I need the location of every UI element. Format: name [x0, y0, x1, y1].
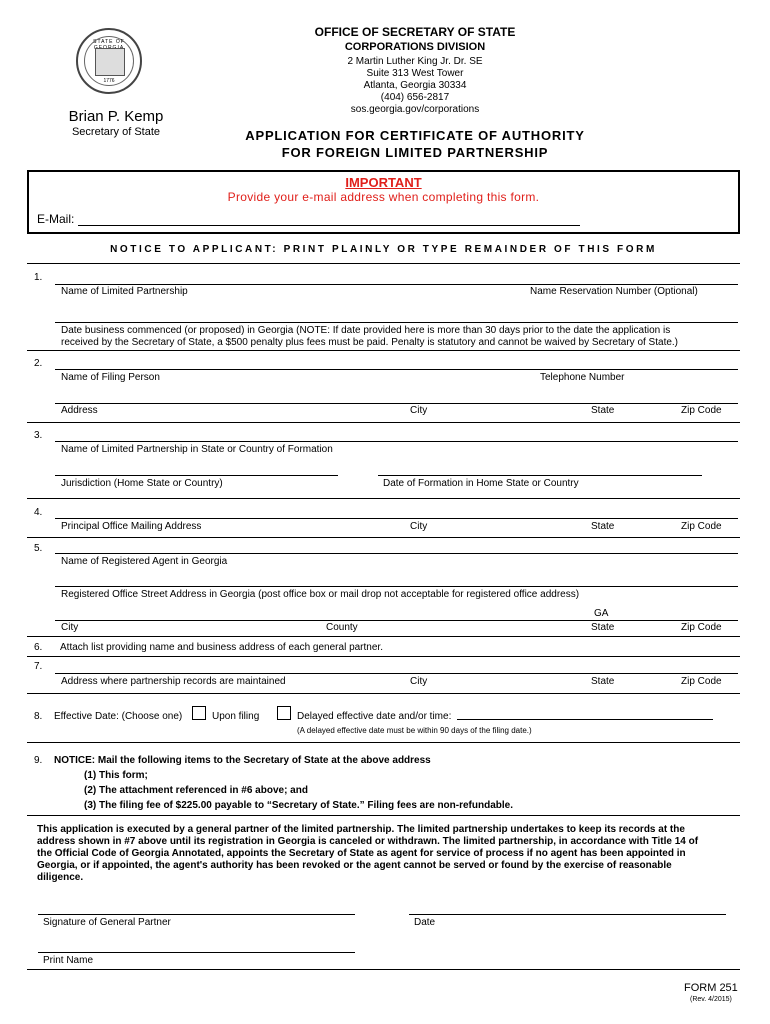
- principal-office-input[interactable]: [55, 518, 738, 519]
- date-commenced-note-1: Date business commenced (or proposed) in Georgia (NOTE: If date provided here is more than 30 days prior to the date the application is: [61, 325, 671, 336]
- address-line-2: Suite 313 West Tower: [366, 68, 464, 79]
- jurisdiction-input[interactable]: [55, 475, 338, 476]
- divider: [27, 537, 740, 538]
- section-3-number: 3.: [34, 430, 43, 441]
- website-link[interactable]: sos.georgia.gov/corporations: [350, 104, 480, 115]
- delayed-date-input[interactable]: [457, 719, 713, 720]
- mail-item-2: (2) The attachment referenced in #6 above; and: [84, 785, 308, 796]
- section-1-number: 1.: [34, 272, 43, 283]
- upon-filing-label: Upon filing: [212, 711, 260, 722]
- form-title-line-1: APPLICATION FOR CERTIFICATE OF AUTHORITY: [245, 128, 585, 143]
- revision-date: (Rev. 4/2015): [690, 996, 732, 1003]
- date-commenced-input[interactable]: [55, 322, 738, 323]
- registered-zip-label: Zip Code: [681, 622, 722, 633]
- section-6-number: 6.: [34, 642, 43, 653]
- notice-to-applicant: NOTICE TO APPLICANT: PRINT PLAINLY OR TYPE REMAINDER OF THIS FORM: [110, 244, 657, 255]
- principal-zip-label: Zip Code: [681, 521, 722, 532]
- execution-text-line-1: This application is executed by a general partner of the limited partnership. The limited partnership undertakes to keep its records at the: [37, 824, 685, 835]
- divider: [27, 498, 740, 499]
- form-title-line-2: FOR FOREIGN LIMITED PARTNERSHIP: [281, 145, 549, 160]
- divider: [27, 815, 740, 816]
- registered-county-label: County: [326, 622, 358, 633]
- registered-agent-input[interactable]: [55, 553, 738, 554]
- address-line-1: 2 Martin Luther King Jr. Dr. SE: [347, 56, 483, 67]
- effective-date-label: Effective Date: (Choose one): [54, 711, 183, 722]
- filing-person-input[interactable]: [55, 369, 738, 370]
- seal-year: 1776: [103, 78, 115, 84]
- state-seal-image: [76, 28, 142, 94]
- mail-item-3: (3) The filing fee of $225.00 payable to “Secretary of State.” Filing fees are non-refundable.: [84, 800, 513, 811]
- delayed-date-checkbox[interactable]: [277, 706, 291, 720]
- delayed-date-note: (A delayed effective date must be within 90 days of the filing date.): [297, 726, 532, 735]
- formation-date-input[interactable]: [378, 475, 702, 476]
- principal-office-label: Principal Office Mailing Address: [61, 521, 202, 532]
- section-9-number: 9.: [34, 755, 43, 766]
- filing-person-label: Name of Filing Person: [61, 372, 160, 383]
- section-8-number: 8.: [34, 711, 43, 722]
- registered-state-label: State: [591, 622, 615, 633]
- office-heading: OFFICE OF SECRETARY OF STATE: [314, 25, 516, 39]
- official-title: Secretary of State: [71, 126, 161, 138]
- section-5-number: 5.: [34, 543, 43, 554]
- registered-office-input[interactable]: [55, 586, 738, 587]
- registered-state-value: GA: [594, 608, 609, 619]
- attach-list-text: Attach list providing name and business address of each general partner.: [60, 642, 383, 653]
- records-address-label: Address where partnership records are maintained: [61, 676, 286, 687]
- important-message: Provide your e-mail address when completing this form.: [227, 190, 540, 204]
- section-2-number: 2.: [34, 358, 43, 369]
- divider: [27, 693, 740, 694]
- print-name-label: Print Name: [43, 955, 94, 966]
- divider: [27, 742, 740, 743]
- form-number: FORM 251: [684, 982, 738, 994]
- signature-date-label: Date: [414, 917, 436, 928]
- telephone-label: Telephone Number: [540, 372, 625, 383]
- principal-state-label: State: [591, 521, 615, 532]
- registered-office-label: Registered Office Street Address in Georgia (post office box or mail drop not acceptable for registered office address): [61, 589, 580, 600]
- registered-city-input[interactable]: [55, 620, 738, 621]
- filer-zip-label: Zip Code: [681, 405, 722, 416]
- divider: [27, 636, 740, 637]
- filer-city-label: City: [410, 405, 428, 416]
- formation-name-label: Name of Limited Partnership in State or Country of Formation: [61, 444, 333, 455]
- execution-text-line-2: address shown in #7 above until its registration in Georgia is canceled or withdrawn. The limited partnership, in accordance with Title 14 of: [37, 836, 699, 847]
- date-commenced-note-2: received by the Secretary of State, a $500 penalty plus fees must be paid. Penalty is statutory and cannot be waived by Secretary of State.): [61, 337, 679, 348]
- registered-agent-label: Name of Registered Agent in Georgia: [61, 556, 228, 567]
- execution-text-line-3: the Official Code of Georgia Annotated, appoints the Secretary of State as agent for service of process if no agent has been appointed in: [37, 848, 686, 859]
- divider: [27, 656, 740, 657]
- section-4-number: 4.: [34, 507, 43, 518]
- signature-label: Signature of General Partner: [43, 917, 171, 928]
- phone-number: (404) 656-2817: [380, 92, 450, 103]
- records-zip-label: Zip Code: [681, 676, 722, 687]
- registered-city-label: City: [61, 622, 79, 633]
- mail-notice: NOTICE: Mail the following items to the Secretary of State at the above address: [54, 755, 431, 766]
- filer-address-label: Address: [61, 405, 98, 416]
- seal-text: STATE OF: [93, 39, 125, 45]
- important-heading: IMPORTANT: [345, 175, 422, 190]
- reservation-number-label: Name Reservation Number (Optional): [530, 286, 698, 297]
- divider: [27, 350, 740, 351]
- records-city-label: City: [410, 676, 428, 687]
- delayed-date-label: Delayed effective date and/or time:: [297, 711, 452, 722]
- formation-date-label: Date of Formation in Home State or Country: [383, 478, 579, 489]
- section-7-number: 7.: [34, 661, 43, 672]
- limited-partnership-name-label: Name of Limited Partnership: [61, 286, 188, 297]
- filer-state-label: State: [591, 405, 615, 416]
- execution-text-line-5: diligence.: [37, 872, 84, 883]
- filer-address-input[interactable]: [55, 403, 738, 404]
- email-input[interactable]: [78, 225, 580, 226]
- jurisdiction-label: Jurisdiction (Home State or Country): [61, 478, 223, 489]
- official-name: Brian P. Kemp: [68, 108, 164, 125]
- principal-city-label: City: [410, 521, 428, 532]
- mail-item-1: (1) This form;: [84, 770, 148, 781]
- formation-name-input[interactable]: [55, 441, 738, 442]
- signature-input[interactable]: [38, 914, 355, 915]
- seal-arch-icon: [95, 48, 125, 76]
- print-name-input[interactable]: [38, 952, 355, 953]
- divider: [27, 263, 740, 264]
- email-label: E-Mail:: [37, 212, 75, 226]
- divider: [27, 969, 740, 970]
- execution-text-line-4: Georgia, or if appointed, the agent's authority has been revoked or the agent cannot be served or found by the exercise of reasonable: [37, 860, 672, 871]
- address-line-3: Atlanta, Georgia 30334: [363, 80, 467, 91]
- records-state-label: State: [591, 676, 615, 687]
- upon-filing-checkbox[interactable]: [192, 706, 206, 720]
- records-address-input[interactable]: [55, 673, 738, 674]
- limited-partnership-name-input[interactable]: [55, 284, 738, 285]
- divider: [27, 422, 740, 423]
- signature-date-input[interactable]: [409, 914, 726, 915]
- division-heading: CORPORATIONS DIVISION: [344, 41, 486, 53]
